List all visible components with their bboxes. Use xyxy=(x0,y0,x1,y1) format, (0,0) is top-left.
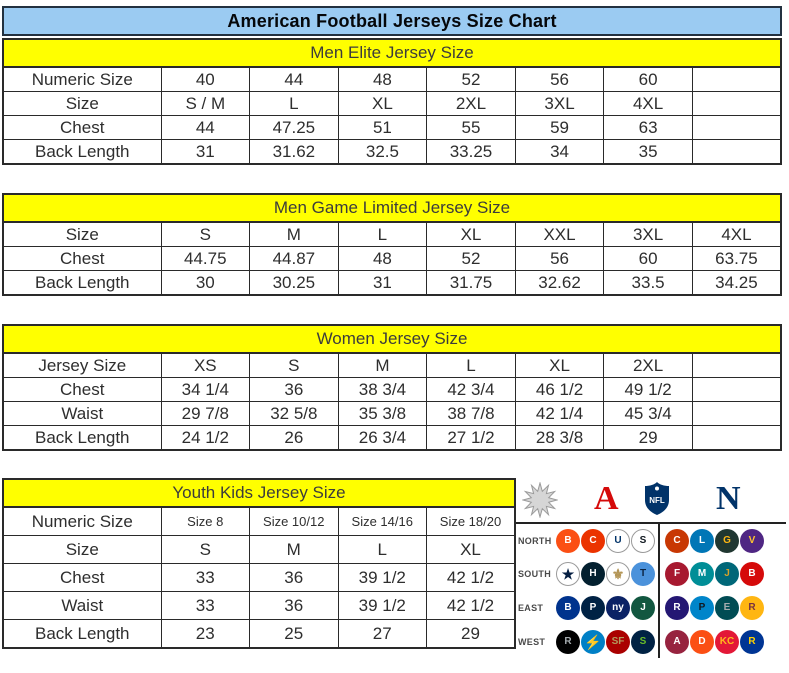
size-cell: 23 xyxy=(161,620,250,649)
size-cell: XL xyxy=(338,92,427,116)
size-cell: S / M xyxy=(161,92,250,116)
logo-giants-icon: ny xyxy=(606,596,630,620)
size-cell: XL xyxy=(515,353,604,378)
size-cell: XL xyxy=(427,222,516,247)
division-row xyxy=(516,558,786,592)
size-cell: 31 xyxy=(161,140,250,165)
logo-dolphins-icon: M xyxy=(690,562,714,586)
size-cell: 2XL xyxy=(604,353,693,378)
logo-patriots-icon: P xyxy=(581,596,605,620)
row-label: Numeric Size xyxy=(3,67,161,92)
size-cell: 36 xyxy=(250,564,339,592)
size-cell: L xyxy=(250,92,339,116)
table-row xyxy=(3,116,781,140)
size-cell: L xyxy=(338,222,427,247)
table-row xyxy=(3,592,515,620)
logo-redskins-icon: R xyxy=(740,596,764,620)
size-cell: 44 xyxy=(250,67,339,92)
logo-jets-icon: J xyxy=(631,596,655,620)
row-label: Chest xyxy=(3,564,161,592)
size-cell: 27 1/2 xyxy=(427,426,516,451)
afc-team-group xyxy=(556,562,658,586)
starburst-icon xyxy=(522,482,558,518)
afc-team-group xyxy=(556,630,658,654)
size-cell: Size 8 xyxy=(161,507,250,536)
logo-steelers-icon: S xyxy=(631,529,655,553)
row-label: Back Length xyxy=(3,620,161,649)
size-cell: 31 xyxy=(338,271,427,296)
nfc-team-group xyxy=(658,625,786,659)
table-row xyxy=(3,378,781,402)
row-label: Back Length xyxy=(3,140,161,165)
size-cell: 48 xyxy=(338,67,427,92)
logo-packers-icon: G xyxy=(715,529,739,553)
table-row xyxy=(3,353,781,378)
logo-buccaneers-icon: B xyxy=(740,562,764,586)
size-cell: 34.25 xyxy=(692,271,781,296)
size-cell: 3XL xyxy=(515,92,604,116)
size-cell: 34 1/4 xyxy=(161,378,250,402)
row-label: Chest xyxy=(3,247,161,271)
size-cell: 29 xyxy=(427,620,516,649)
size-cell: 49 1/2 xyxy=(604,378,693,402)
logo-lions-icon: L xyxy=(690,529,714,553)
size-cell: 56 xyxy=(515,67,604,92)
division-label: SOUTH xyxy=(518,569,551,580)
table-row xyxy=(3,222,781,247)
table-row xyxy=(3,247,781,271)
size-cell: 38 7/8 xyxy=(427,402,516,426)
size-cell: 39 1/2 xyxy=(338,564,427,592)
size-cell: 29 xyxy=(604,426,693,451)
size-cell: 35 3/8 xyxy=(338,402,427,426)
row-label: Waist xyxy=(3,592,161,620)
size-cell: 30 xyxy=(161,271,250,296)
svg-text:NFL: NFL xyxy=(649,496,665,505)
size-cell: S xyxy=(250,353,339,378)
table-row xyxy=(3,402,781,426)
size-cell: 29 7/8 xyxy=(161,402,250,426)
size-cell: 63.75 xyxy=(692,247,781,271)
size-cell: 47.25 xyxy=(250,116,339,140)
division-row xyxy=(516,625,786,659)
size-cell: 26 xyxy=(250,426,339,451)
division-row xyxy=(516,524,786,558)
table-row xyxy=(3,140,781,165)
size-grid xyxy=(2,221,782,296)
size-cell: 44 xyxy=(161,116,250,140)
page-title: American Football Jerseys Size Chart xyxy=(2,6,782,36)
nfl-shield-icon xyxy=(645,482,669,515)
row-label: Back Length xyxy=(3,426,161,451)
size-cell: 45 3/4 xyxy=(604,402,693,426)
logo-chargers-icon: ⚡ xyxy=(581,630,605,654)
logo-colts-icon: U xyxy=(606,529,630,553)
size-cell: 56 xyxy=(515,247,604,271)
size-cell: 31.62 xyxy=(250,140,339,165)
empty-cell xyxy=(692,353,781,378)
logo-eagles-icon: E xyxy=(715,596,739,620)
size-cell: 34 xyxy=(515,140,604,165)
division-rows xyxy=(516,524,786,658)
size-cell: M xyxy=(250,536,339,564)
size-chart-sheet xyxy=(0,6,789,673)
division-row xyxy=(516,591,786,625)
nfc-logo: N xyxy=(716,480,741,517)
table-row xyxy=(3,536,515,564)
table-row xyxy=(3,92,781,116)
row-label: Waist xyxy=(3,402,161,426)
size-cell: 36 xyxy=(250,592,339,620)
size-cell: 59 xyxy=(515,116,604,140)
afc-logo: A xyxy=(594,480,619,517)
logo-saints-icon: ⚜ xyxy=(606,562,630,586)
size-grid xyxy=(2,352,782,451)
logo-browns-icon: C xyxy=(581,529,605,553)
size-cell: 51 xyxy=(338,116,427,140)
nfc-team-group xyxy=(658,591,786,625)
size-cell: 35 xyxy=(604,140,693,165)
logo-texans-icon: H xyxy=(581,562,605,586)
size-cell: S xyxy=(161,222,250,247)
size-cell: 31.75 xyxy=(427,271,516,296)
logo-jaguars-icon: J xyxy=(715,562,739,586)
table-men-elite xyxy=(2,66,789,165)
size-cell: 3XL xyxy=(604,222,693,247)
youth-column xyxy=(2,478,516,649)
size-cell: 55 xyxy=(427,116,516,140)
logo-bengals-icon: B xyxy=(556,529,580,553)
size-cell: 38 3/4 xyxy=(338,378,427,402)
empty-cell xyxy=(692,378,781,402)
empty-cell xyxy=(692,426,781,451)
empty-cell xyxy=(692,140,781,165)
size-cell: 39 1/2 xyxy=(338,592,427,620)
logo-bears-icon: C xyxy=(665,529,689,553)
logo-cardinals-icon: A xyxy=(665,630,689,654)
size-cell: 30.25 xyxy=(250,271,339,296)
nfc-team-group xyxy=(658,524,786,558)
logo-seahawks-icon: S xyxy=(631,630,655,654)
size-cell: 63 xyxy=(604,116,693,140)
logo-rams-icon: R xyxy=(740,630,764,654)
size-cell: 44.87 xyxy=(250,247,339,271)
size-cell: 4XL xyxy=(692,222,781,247)
size-cell: 52 xyxy=(427,247,516,271)
size-cell: XS xyxy=(161,353,250,378)
table-men-game-limited xyxy=(2,221,789,296)
size-cell: M xyxy=(338,353,427,378)
size-cell: 60 xyxy=(604,67,693,92)
size-cell: 25 xyxy=(250,620,339,649)
row-label: Size xyxy=(3,222,161,247)
size-cell: 26 3/4 xyxy=(338,426,427,451)
row-label: Chest xyxy=(3,378,161,402)
division-label: WEST xyxy=(518,636,546,647)
size-cell: 46 1/2 xyxy=(515,378,604,402)
table-youth xyxy=(2,506,516,649)
table-row xyxy=(3,426,781,451)
size-cell: 48 xyxy=(338,247,427,271)
empty-cell xyxy=(692,116,781,140)
nfl-logo-panel xyxy=(516,478,786,659)
size-cell: 42 1/4 xyxy=(515,402,604,426)
row-label: Numeric Size xyxy=(3,507,161,536)
conference-logos-row xyxy=(516,478,786,524)
logo-falcons-icon: F xyxy=(665,562,689,586)
size-cell: 4XL xyxy=(604,92,693,116)
table-row xyxy=(3,271,781,296)
section-header-women: Women Jersey Size xyxy=(2,324,782,352)
logo-broncos-icon: D xyxy=(690,630,714,654)
logo-bills-icon: B xyxy=(556,596,580,620)
size-cell: 42 1/2 xyxy=(427,592,516,620)
logo-titans-icon: T xyxy=(631,562,655,586)
logo-vikings-icon: V xyxy=(740,529,764,553)
bottom-section xyxy=(2,478,789,659)
size-cell: 27 xyxy=(338,620,427,649)
size-cell: M xyxy=(250,222,339,247)
size-cell: 44.75 xyxy=(161,247,250,271)
empty-cell xyxy=(692,402,781,426)
size-cell: XXL xyxy=(515,222,604,247)
size-cell: 33 xyxy=(161,564,250,592)
size-cell: 28 3/8 xyxy=(515,426,604,451)
logo-raiders-icon: R xyxy=(556,630,580,654)
size-grid xyxy=(2,66,782,165)
row-label: Jersey Size xyxy=(3,353,161,378)
logo-panthers-icon: P xyxy=(690,596,714,620)
size-cell: L xyxy=(338,536,427,564)
row-label: Back Length xyxy=(3,271,161,296)
table-row xyxy=(3,620,515,649)
size-cell: L xyxy=(427,353,516,378)
size-cell: 42 1/2 xyxy=(427,564,516,592)
size-cell: 32.62 xyxy=(515,271,604,296)
size-cell: 60 xyxy=(604,247,693,271)
table-row xyxy=(3,507,515,536)
size-cell: XL xyxy=(427,536,516,564)
table-women xyxy=(2,352,789,451)
section-header-men-game-limited: Men Game Limited Jersey Size xyxy=(2,193,782,221)
size-cell: 2XL xyxy=(427,92,516,116)
size-cell: 33 xyxy=(161,592,250,620)
division-label: EAST xyxy=(518,602,544,613)
size-cell: 33.5 xyxy=(604,271,693,296)
afc-team-group xyxy=(556,529,658,553)
division-label: NORTH xyxy=(518,535,552,546)
section-header-men-elite: Men Elite Jersey Size xyxy=(2,38,782,66)
logo-49ers-icon: SF xyxy=(606,630,630,654)
row-label: Size xyxy=(3,536,161,564)
logo-ravens-icon: R xyxy=(665,596,689,620)
row-label: Size xyxy=(3,92,161,116)
size-cell: 42 3/4 xyxy=(427,378,516,402)
size-grid xyxy=(2,506,516,649)
size-cell: 52 xyxy=(427,67,516,92)
size-cell: Size 10/12 xyxy=(250,507,339,536)
size-cell: S xyxy=(161,536,250,564)
section-header-youth: Youth Kids Jersey Size xyxy=(2,478,516,506)
empty-cell xyxy=(692,67,781,92)
row-label: Chest xyxy=(3,116,161,140)
logo-chiefs-icon: KC xyxy=(715,630,739,654)
size-cell: 36 xyxy=(250,378,339,402)
size-cell: 33.25 xyxy=(427,140,516,165)
afc-team-group xyxy=(556,596,658,620)
size-cell: 32 5/8 xyxy=(250,402,339,426)
empty-cell xyxy=(692,92,781,116)
size-cell: Size 14/16 xyxy=(338,507,427,536)
size-cell: 24 1/2 xyxy=(161,426,250,451)
nfc-team-group xyxy=(658,558,786,592)
logo-cowboys-icon: ★ xyxy=(556,562,580,586)
table-row xyxy=(3,564,515,592)
size-cell: 32.5 xyxy=(338,140,427,165)
size-cell: 40 xyxy=(161,67,250,92)
table-row xyxy=(3,67,781,92)
size-cell: Size 18/20 xyxy=(427,507,516,536)
